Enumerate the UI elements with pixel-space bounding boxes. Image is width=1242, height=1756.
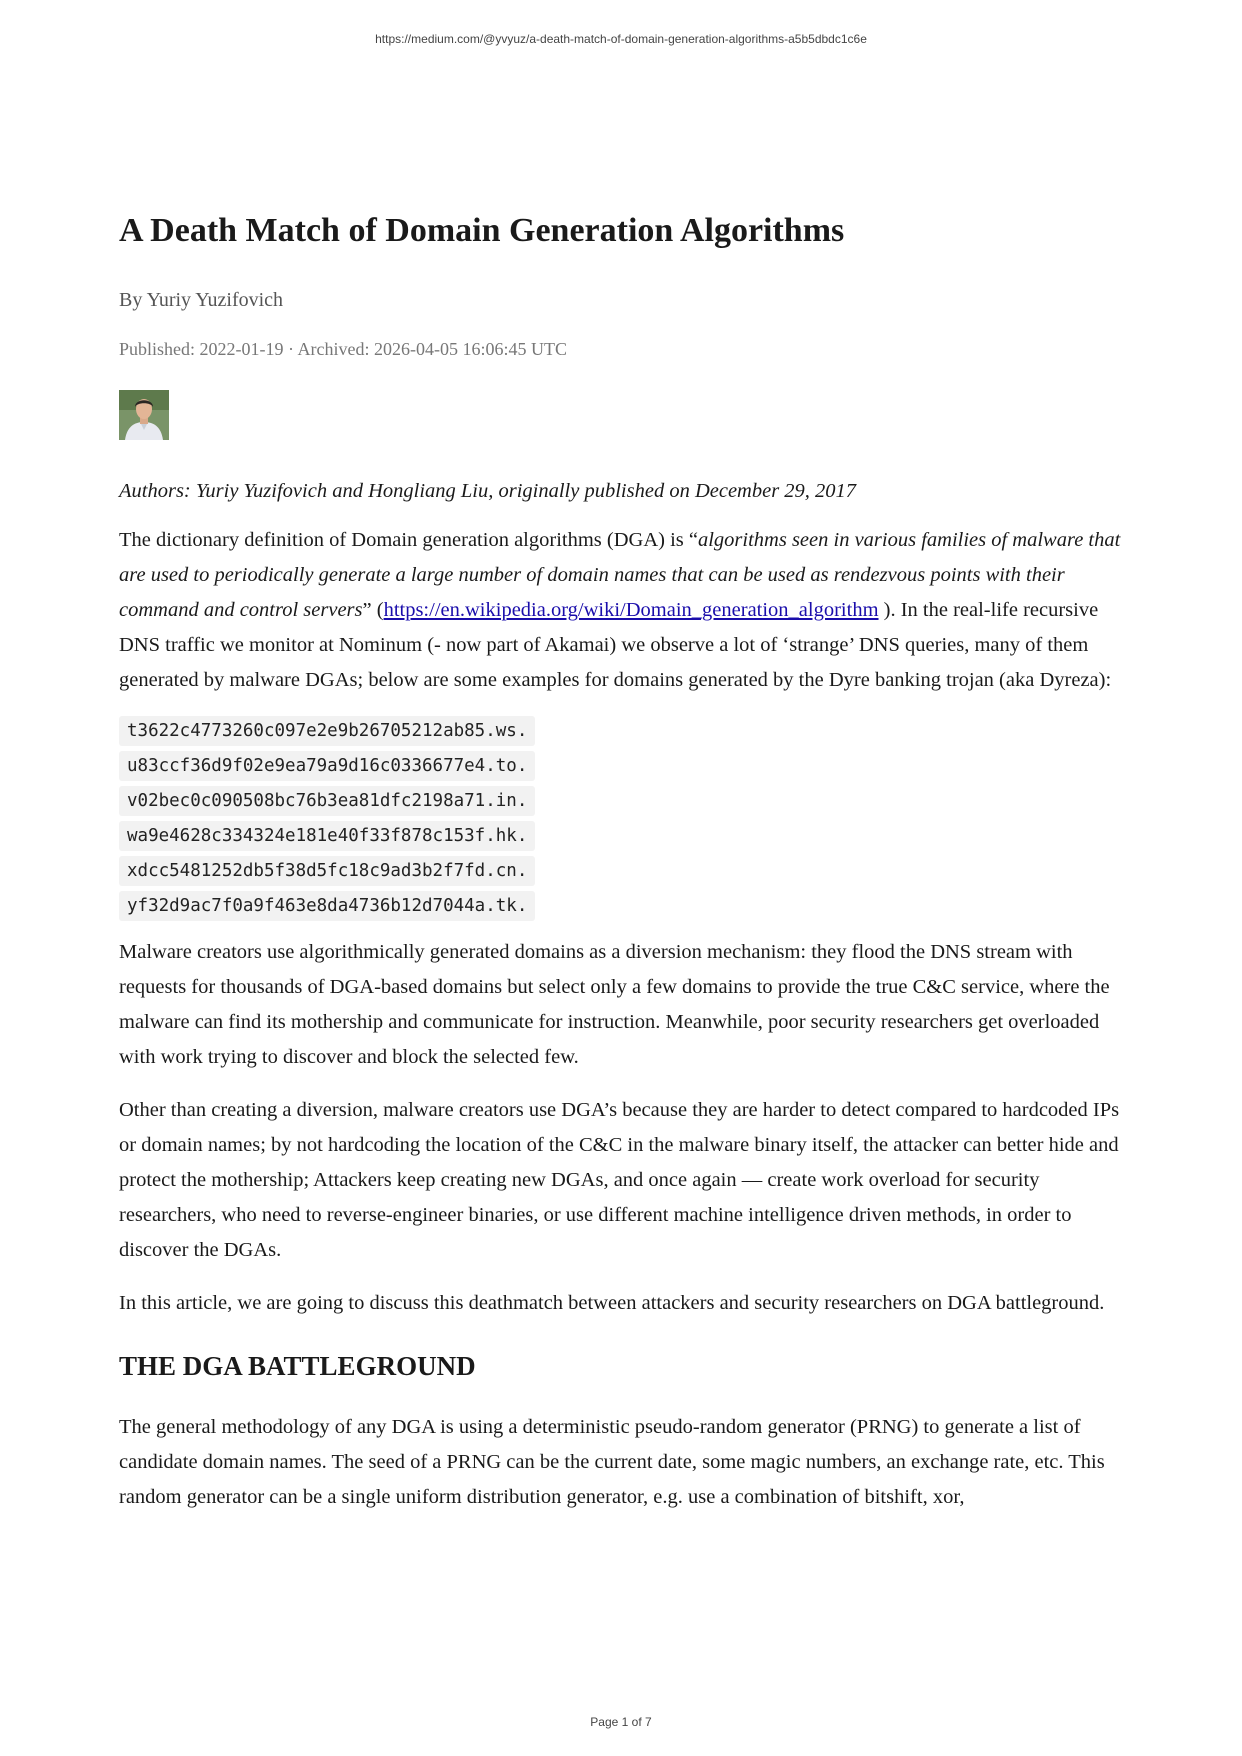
domain-code: xdcc5481252db5f38d5fc18c9ad3b2f7fd.cn. [119, 856, 535, 886]
code-line [119, 821, 1129, 851]
section-heading: THE DGA BATTLEGROUND [119, 1351, 476, 1381]
domain-code: wa9e4628c334324e181e40f33f878c153f.hk. [119, 821, 535, 851]
byline: By Yuriy Yuzifovich [119, 289, 284, 311]
author-photo [119, 390, 169, 440]
p1-quote: algorithms seen in various families of malware that are used to periodically generate a large number of domain names that can be used as rendezvous points with their command and control servers [119, 529, 1121, 621]
paragraph-detection: Other than creating a diversion, malware creators use DGA’s because they are harder to detect compared to hardcoded IPs or domain names; by not hardcoding the location of the C&C in the malware binary itself, the attacker can better hide and protect the mothership; Attackers keep creating new DGAs, and once again — create work overload for security researchers, who need to reverse-engineer binaries, or use different machine intelligence driven methods, in order to discover the DGAs. [119, 1099, 1120, 1261]
paragraph-dga-definition [119, 523, 1129, 698]
article-title: A Death Match of Domain Generation Algorithms [119, 212, 845, 249]
article-body [119, 474, 1129, 1533]
wikipedia-link[interactable]: https://en.wikipedia.org/wiki/Domain_generation_algorithm [383, 599, 879, 621]
code-line [119, 751, 1129, 781]
domain-code: u83ccf36d9f02e9ea79a9d16c0336677e4.to. [119, 751, 535, 781]
paragraph-methodology: The general methodology of any DGA is using a deterministic pseudo-random generator (PRNG) to generate a list of candidate domain names. The seed of a PRNG can be the current date, some magic numbers, an exchange rate, etc. This random generator can be a single uniform distribution generator, e.g. use a combination of bitshift, xor, [119, 1416, 1105, 1508]
source-url: https://medium.com/@yvyuz/a-death-match-of-domain-generation-algorithms-a5b5dbdc1c6e [375, 32, 867, 46]
code-line [119, 891, 1129, 921]
code-line [119, 786, 1129, 816]
publish-meta: Published: 2022-01-19 · Archived: 2026-04-05 16:06:45 UTC [119, 339, 567, 359]
page-number: Page 1 of 7 [590, 1715, 652, 1729]
code-line [119, 856, 1129, 886]
paragraph-diversion: Malware creators use algorithmically generated domains as a diversion mechanism: they flood the DNS stream with requests for thousands of DGA-based domains but select only a few domains to provide the true C&C service, where the malware can find its mothership and communicate for instruction. Meanwhile, poor security researchers get overloaded with work trying to discover and block the selected few. [119, 941, 1110, 1068]
p1-intro: The dictionary definition of Domain generation algorithms (DGA) is “ [119, 529, 698, 551]
author-avatar [119, 390, 169, 440]
domain-code: v02bec0c090508bc76b3ea81dfc2198a71.in. [119, 786, 535, 816]
authors-line: Authors: Yuriy Yuzifovich and Hongliang Liu, originally published on December 29, 2017 [119, 480, 857, 502]
domain-code: t3622c4773260c097e2e9b26705212ab85.ws. [119, 716, 535, 746]
code-line [119, 716, 1129, 746]
paragraph-deathmatch: In this article, we are going to discuss this deathmatch between attackers and security researchers on DGA battleground. [119, 1292, 1105, 1314]
domain-code-list [119, 716, 1129, 921]
p1-after-quote: ” ( [362, 599, 384, 621]
p1-rest: ). In the real-life recursive DNS traffic we monitor at Nominum (- now part of Akamai) we observe a lot of ‘strange’ DNS queries, many of them generated by malware DGAs; below are some examples for domains generated by the Dyre banking trojan (aka Dyreza): [119, 599, 1112, 691]
domain-code: yf32d9ac7f0a9f463e8da4736b12d7044a.tk. [119, 891, 535, 921]
